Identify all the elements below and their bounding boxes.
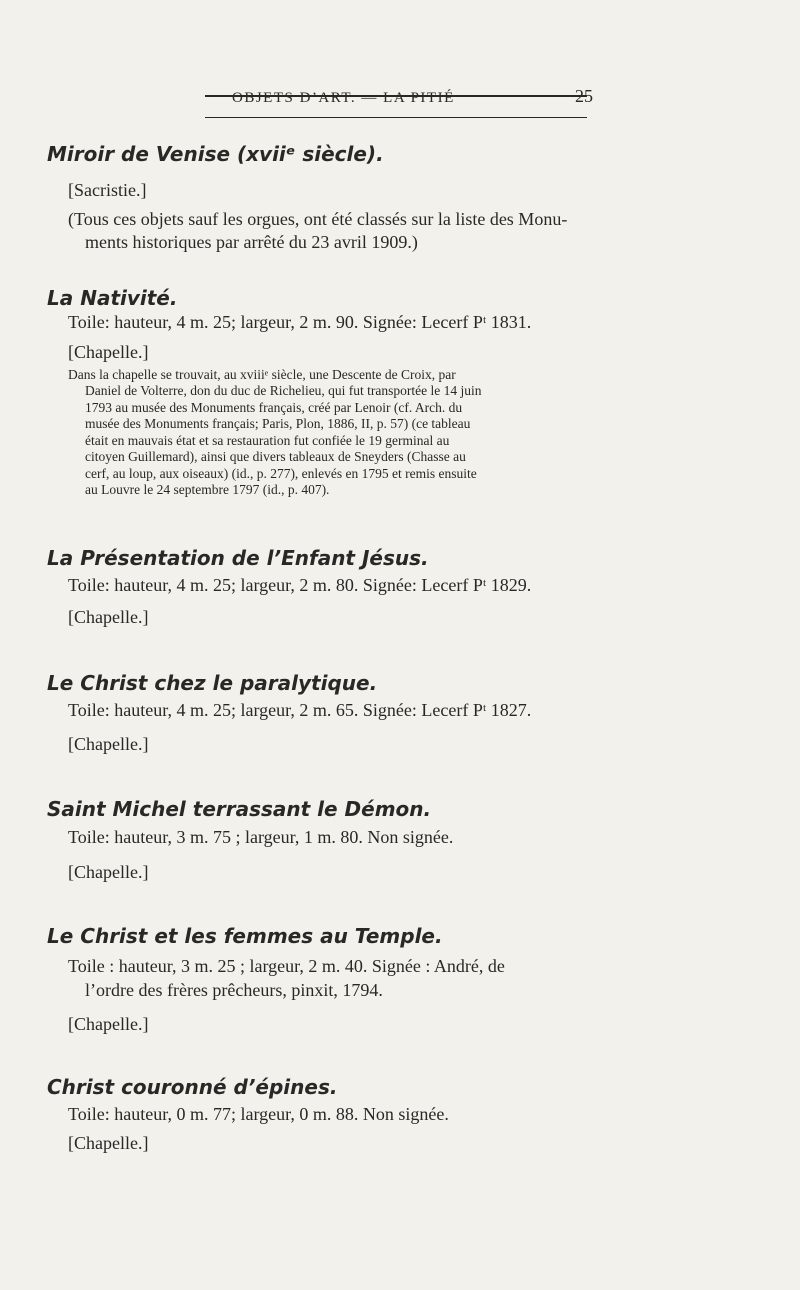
entry-footnote: Dans la chapelle se trouvait, au xviiiᵉ siècle, une Descente de Croix, par: [68, 367, 456, 382]
entry-location: [Chapelle.]: [68, 342, 149, 362]
entry-title: Le Christ chez le paralytique.: [47, 671, 378, 695]
entry-note: (Tous ces objets sauf les orgues, ont été classés sur la liste des Monu-: [68, 209, 568, 229]
entry-location: [Chapelle.]: [68, 734, 149, 754]
entry-description: Toile: hauteur, 4 m. 25; largeur, 2 m. 65. Signée: Lecerf Pᵗ 1827.: [68, 700, 532, 720]
entry-note: ments historiques par arrêté du 23 avril 1909.): [85, 232, 418, 252]
entry-title: La Présentation de l’Enfant Jésus.: [47, 546, 429, 570]
entry-title: Miroir de Venise (xviiᵉ siècle).: [47, 142, 384, 166]
running-head: OBJETS D’ART. — LA PITIÉ: [232, 90, 455, 106]
entry-title: La Nativité.: [47, 286, 178, 310]
entry-footnote: était en mauvais état et sa restauration fut confiée le 19 germinal au: [85, 433, 450, 448]
entry-location: [Chapelle.]: [68, 607, 149, 627]
entry-footnote: Daniel de Volterre, don du duc de Richelieu, qui fut transportée le 14 juin: [85, 383, 482, 398]
entry-footnote: au Louvre le 24 septembre 1797 (id., p. 407).: [85, 482, 330, 497]
entry-location: [Sacristie.]: [68, 180, 147, 200]
page-header: [0, 86, 800, 116]
entry-location: [Chapelle.]: [68, 862, 149, 882]
entry-footnote: 1793 au musée des Monuments français, créé par Lenoir (cf. Arch. du: [85, 400, 463, 415]
entry-title: Le Christ et les femmes au Temple.: [47, 924, 443, 948]
entry-description: Toile: hauteur, 4 m. 25; largeur, 2 m. 80. Signée: Lecerf Pᵗ 1829.: [68, 575, 532, 595]
entry-footnote: musée des Monuments français; Paris, Plon, 1886, II, p. 57) (ce tableau: [85, 416, 471, 431]
entry-description: l’ordre des frères prêcheurs, pinxit, 1794.: [85, 980, 383, 1000]
entry-title: Saint Michel terrassant le Démon.: [47, 797, 432, 821]
entry-location: [Chapelle.]: [68, 1014, 149, 1034]
entry-description: Toile: hauteur, 3 m. 75 ; largeur, 1 m. 80. Non signée.: [68, 827, 454, 847]
entry-description: Toile: hauteur, 0 m. 77; largeur, 0 m. 88. Non signée.: [68, 1104, 449, 1124]
header-rule: [205, 117, 587, 118]
entry-footnote: citoyen Guillemard), ainsi que divers tableaux de Sneyders (Chasse au: [85, 449, 466, 464]
entry-description: Toile: hauteur, 4 m. 25; largeur, 2 m. 90. Signée: Lecerf Pᵗ 1831.: [68, 312, 532, 332]
entry-title: Christ couronné d’épines.: [47, 1075, 338, 1099]
entry-footnote: cerf, au loup, aux oiseaux) (id., p. 277), enlevés en 1795 et remis ensuite: [85, 466, 477, 481]
entry-description: Toile : hauteur, 3 m. 25 ; largeur, 2 m. 40. Signée : André, de: [68, 956, 505, 976]
entry-location: [Chapelle.]: [68, 1133, 149, 1153]
page-number: 25: [575, 86, 593, 106]
